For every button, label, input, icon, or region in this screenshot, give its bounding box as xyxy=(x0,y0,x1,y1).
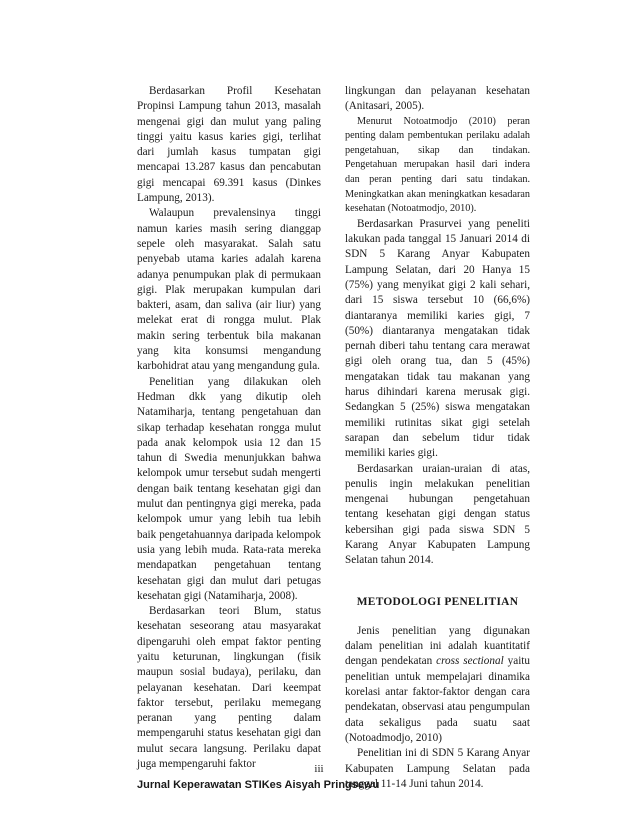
paragraph: lingkungan dan pelayanan kesehatan (Anitasari, 2005). xyxy=(345,85,530,113)
text-run: yaitu penelitian untuk mempelajari dinamika korelasi antar faktor-faktor dengan cara pendekatan, observasi atau pengumpulan data sekaligus pada suatu saat (Notoadmodjo, 2010) xyxy=(345,655,530,744)
paragraph: Walaupun prevalensinya tinggi namun karies masih sering dianggap sepele oleh masyarakat. Salah satu penyebab utama karies adalah karena adanya penumpukan plak di permukaan gigi. Plak merupakan kumpulan dari bakteri, asam, dan saliva (air liur) yang melekat erat di rongga mulut. Plak makin sering terbentuk bila makanan yang kita konsumsi mengandung karbohidrat atau yang mengandung gula. xyxy=(137,207,321,373)
paragraph: Penelitian ini di SDN 5 Karang Anyar Kabupaten Lampung Selatan pada tanggal 11-14 Juni tahun 2014. xyxy=(345,747,530,790)
italic-term: cross sectional xyxy=(436,655,504,668)
page-number: iii xyxy=(314,763,324,775)
paragraph: Berdasarkan teori Blum, status kesehatan seseorang atau masyarakat dipengaruhi oleh empat faktor penting yaitu keturunan, lingkungan (fisik maupun sosial budaya), perilaku, dan pelayanan kesehatan. Dari keempat faktor tersebut, perilaku memegang peranan yang penting dalam mempengaruhi status kesehatan gigi dan mulut secara langsung. Perilaku dapat juga mempengaruhi faktor xyxy=(137,605,321,771)
right-column xyxy=(345,84,530,792)
section-heading: METODOLOGI PENELITIAN xyxy=(356,595,519,608)
paragraph: Menurut Notoatmodjo (2010) peran penting dalam pembentukan perilaku adalah pengetahuan, sikap dan tindakan. Pengetahuan merupakan hasil dari indera dan peran penting dari satu tindakan. Meningkatkan akan meningkatkan kesadaran kesehatan (Notoatmodjo, 2010). xyxy=(345,115,530,215)
left-column xyxy=(137,84,321,772)
paragraph: Berdasarkan Prasurvei yang peneliti lakukan pada tanggal 15 Januari 2014 di SDN 5 Karang Anyar Kabupaten Lampung Selatan, dari 20 Hanya 15 (75%) yang menyikat gigi 2 kali sehari, dari 15 siswa tersebut 10 (66,6%) diantaranya memiliki karies gigi, 7 (50%) diantaranya mengatakan tidak pernah diberi tahu tentang cara merawat gigi oleh orang tua, dan 5 (45%) mengatakan tidak tau makanan yang harus dihindari karena merusak gigi. Sedangkan 5 (25%) siswa mengatakan memiliki rutinitas sikat gigi setelah sarapan dan sebelum tidur tidak memiliki karies gigi. xyxy=(345,217,530,460)
paragraph: Penelitian yang dilakukan oleh Hedman dkk yang dikutip oleh Natamiharja, tentang pengetahuan dan sikap terhadap kesehatan rongga mulut pada anak kelompok usia 12 dan 15 tahun di Swedia menunjukkan bahwa kelompok umur tersebut sudah mengerti dengan baik tentang kesehatan gigi dan mulut dan pentingnya gigi mereka, pada kelompok umur yang lebih tua lebih baik pengetahuannya daripada kelompok usia yang lebih muda. Rata-rata mereka mendapatkan pengetahuan tentang kesehatan gigi dan mulut dari petugas kesehatan gigi (Natamiharja, 2008). xyxy=(137,375,321,602)
paragraph xyxy=(345,624,530,746)
text-run: Jenis penelitian yang digunakan dalam penelitian ini adalah kuantitatif dengan pendekatan xyxy=(345,624,530,668)
paragraph: Berdasarkan uraian-uraian di atas, penulis ingin melakukan penelitian mengenai hubungan pengetahuan tentang kesehatan gigi dengan status kebersihan gigi pada siswa SDN 5 Karang Anyar Kabupaten Lampung Selatan tahun 2014. xyxy=(345,462,530,567)
paragraph: Berdasarkan Profil Kesehatan Propinsi Lampung tahun 2013, masalah mengenai gigi dan mulut yang paling tinggi yaitu kasus karies gigi, terlihat dari jumlah kasus tumpatan gigi mencapai 13.287 kasus dan pencabutan gigi mencapai 69.391 kasus (Dinkes Lampung, 2013). xyxy=(137,85,321,205)
journal-footer: Jurnal Keperawatan STIKes Aisyah Pringsewu xyxy=(137,779,380,791)
